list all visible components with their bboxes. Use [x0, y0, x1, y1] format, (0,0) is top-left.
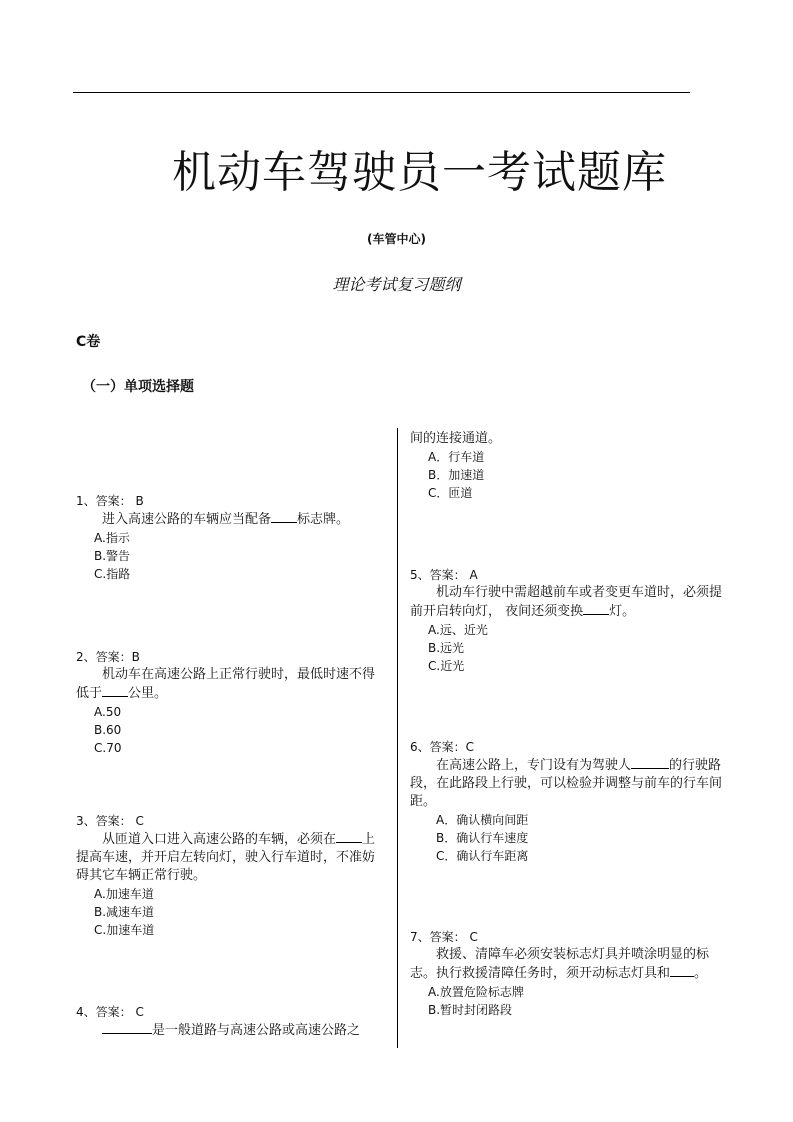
- question-stem: 从匝道入口进入高速公路的车辆，必须在 上提高车速，并开启左转向灯，驶入行车道时，不准妨碍其它车辆正常行驶。: [76, 832, 376, 883]
- question-stem: 机动车在高速公路上正常行驶时，最低时速不得低于 公里。: [76, 667, 376, 701]
- option-b: B.减速车道: [94, 905, 155, 919]
- column-divider: [397, 428, 398, 1048]
- option-a: A.50: [94, 705, 122, 719]
- option-a: A.远、近光: [428, 623, 488, 637]
- option-c: C．匝道: [428, 486, 473, 500]
- answer-label: 4、答案： C: [76, 1005, 144, 1019]
- answer-label: 7、答案： C: [410, 930, 478, 944]
- option-b: B.60: [94, 723, 122, 737]
- question-7: [410, 928, 722, 1019]
- section-heading: （一）单项选择题: [82, 379, 194, 395]
- option-b: B.警告: [94, 549, 131, 563]
- volume-label: C卷: [76, 334, 101, 350]
- header-rule: [73, 92, 690, 93]
- option-c: C.70: [94, 741, 122, 755]
- option-c: C.加速车道: [94, 923, 155, 937]
- option-b: B.远光: [428, 641, 465, 655]
- question-stem: 救援、清障车必须安装标志灯具并喷涂明显的标志。执行救援清障任务时，须开动标志灯具和 。: [410, 947, 710, 981]
- question-3: [76, 812, 386, 939]
- answer-label: 5、答案： A: [410, 568, 478, 582]
- question-6: [410, 738, 722, 865]
- question-stem: 机动车行驶中需超越前车或者变更车道时，必须提前开启转向灯， 夜间还须变换 灯。: [410, 585, 723, 619]
- option-b: B．确认行车速度: [436, 831, 529, 845]
- option-a: A.放置危险标志牌: [428, 985, 524, 999]
- option-c: C．确认行车距离: [436, 849, 529, 863]
- question-5: [410, 566, 722, 675]
- question-stem-continued: 间的连接通道。: [410, 431, 502, 446]
- question-4: [76, 1003, 388, 1040]
- page-subtitle: 理论考试复习题纲: [332, 275, 461, 294]
- option-a: A．确认横向间距: [436, 813, 529, 827]
- option-a: A.指示: [94, 531, 130, 545]
- option-b: B.暂时封闭路段: [428, 1003, 513, 1017]
- question-stem: 在高速公路上，专门设有为驾驶人 的行驶路段，在此路段上行驶，可以检验并调整与前车的行车间距。: [410, 758, 723, 809]
- question-2: [76, 648, 386, 757]
- org-name: (车管中心): [367, 232, 426, 246]
- answer-label: 1、答案： B: [76, 494, 144, 508]
- option-a: A．行车道: [428, 450, 485, 464]
- question-4-continued: [410, 430, 730, 502]
- question-stem: 进入高速公路的车辆应当配备 标志牌。: [102, 512, 350, 527]
- option-c: C.指路: [94, 567, 131, 581]
- option-a: A.加速车道: [94, 887, 154, 901]
- answer-label: 6、答案：C: [410, 740, 475, 754]
- answer-label: 3、答案： C: [76, 814, 144, 828]
- answer-label: 2、答案：B: [76, 650, 140, 664]
- option-c: C.近光: [428, 659, 465, 673]
- option-b: B．加速道: [428, 468, 485, 482]
- question-stem: 是一般道路与高速公路或高速公路之: [76, 1021, 388, 1040]
- page-title: 机动车驾驶员一考试题库: [172, 147, 667, 198]
- question-1: [76, 492, 386, 583]
